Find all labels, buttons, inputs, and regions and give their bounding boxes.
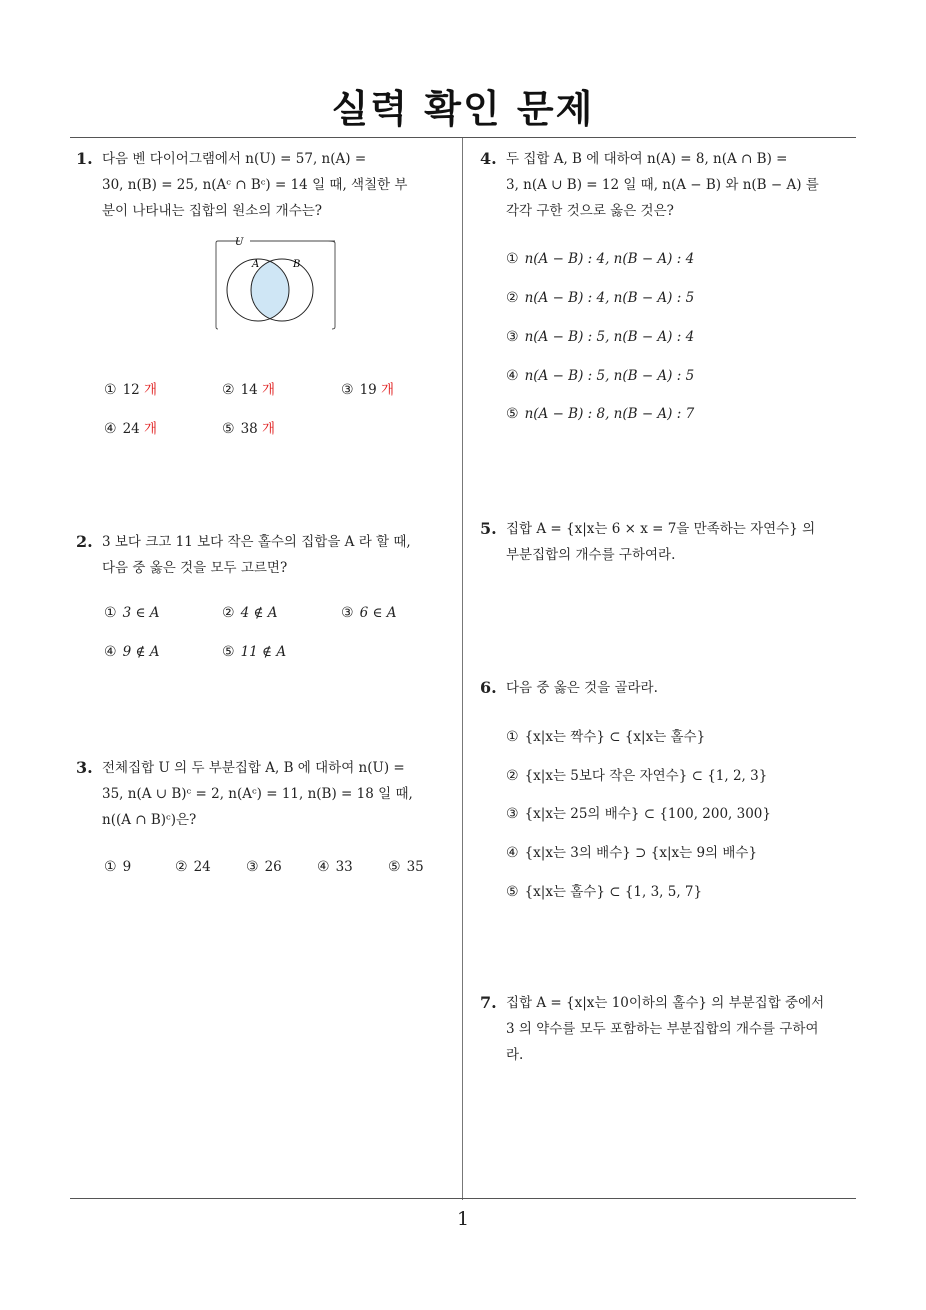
- q6-option-3[interactable]: ③ {x|x는 25의 배수} ⊂ {100, 200, 300}: [506, 806, 771, 822]
- q6-option-2[interactable]: ② {x|x는 5보다 작은 자연수} ⊂ {1, 2, 3}: [506, 768, 768, 784]
- page-title: 실력 확인 문제: [331, 87, 595, 131]
- q6-option-4[interactable]: ④ {x|x는 3의 배수} ⊃ {x|x는 9의 배수}: [506, 845, 758, 861]
- question-text-line: 다음 중 옳은 것을 모두 고르면?: [102, 560, 288, 576]
- question-number: 5.: [480, 519, 497, 538]
- q4-option-1[interactable]: ① n(A − B) : 4, n(B − A) : 4: [506, 251, 695, 267]
- question-1: [76, 146, 456, 224]
- question-text-line: 라.: [506, 1047, 524, 1063]
- venn-label-u: U: [235, 237, 244, 248]
- q4-option-3[interactable]: ③ n(A − B) : 5, n(B − A) : 4: [506, 329, 695, 345]
- question-text-line: 다음 중 옳은 것을 골라라.: [506, 680, 658, 696]
- q1-option-5[interactable]: ⑤ 38 개: [222, 421, 276, 437]
- q3-option-2[interactable]: ② 24: [175, 859, 211, 875]
- question-text-line: 각각 구한 것으로 옳은 것은?: [506, 203, 674, 219]
- page-number: 1: [456, 1208, 470, 1230]
- venn-label-a: A: [252, 259, 260, 270]
- question-number: 2.: [76, 532, 93, 551]
- question-text-line: 부분집합의 개수를 구하여라.: [506, 547, 676, 563]
- venn-label-b: B: [293, 259, 301, 270]
- question-4: [480, 146, 858, 224]
- question-number: 6.: [480, 678, 497, 697]
- q4-option-5[interactable]: ⑤ n(A − B) : 8, n(B − A) : 7: [506, 406, 695, 422]
- venn-diagram: [210, 232, 342, 336]
- question-3: [76, 755, 456, 833]
- question-5: [480, 516, 858, 568]
- question-number: 7.: [480, 993, 497, 1012]
- question-text-line: 분이 나타내는 집합의 원소의 개수는?: [102, 203, 323, 219]
- question-text-line: 두 집합 A, B 에 대하여 n(A) = 8, n(A ∩ B) =: [506, 151, 788, 167]
- question-2: [76, 529, 456, 581]
- q2-option-1[interactable]: ① 3 ∈ A: [104, 605, 160, 621]
- q3-option-5[interactable]: ⑤ 35: [388, 859, 424, 875]
- q4-option-4[interactable]: ④ n(A − B) : 5, n(B − A) : 5: [506, 368, 695, 384]
- question-text-line: 집합 A = {x|x는 10이하의 홀수} 의 부분집합 중에서: [506, 995, 825, 1011]
- footer-rule: [70, 1198, 856, 1199]
- q1-option-1[interactable]: ① 12 개: [104, 382, 158, 398]
- q1-option-2[interactable]: ② 14 개: [222, 382, 276, 398]
- question-text-line: 집합 A = {x|x는 6 × x = 7을 만족하는 자연수} 의: [506, 521, 816, 537]
- q3-option-3[interactable]: ③ 26: [246, 859, 282, 875]
- question-6: [480, 675, 858, 701]
- question-number: 3.: [76, 758, 93, 777]
- question-text-line: 3, n(A ∪ B) = 12 일 때, n(A − B) 와 n(B − A) 를: [506, 177, 819, 193]
- question-number: 4.: [480, 149, 497, 168]
- q6-option-5[interactable]: ⑤ {x|x는 홀수} ⊂ {1, 3, 5, 7}: [506, 884, 703, 900]
- q2-option-4[interactable]: ④ 9 ∉ A: [104, 644, 160, 660]
- column-divider: [462, 138, 463, 1200]
- question-text-line: 30, n(B) = 25, n(Aᶜ ∩ Bᶜ) = 14 일 때, 색칠한 부: [102, 177, 408, 193]
- q2-option-2[interactable]: ② 4 ∉ A: [222, 605, 278, 621]
- question-text-line: 전체집합 U 의 두 부분집합 A, B 에 대하여 n(U) =: [102, 760, 405, 776]
- q2-option-3[interactable]: ③ 6 ∈ A: [341, 605, 397, 621]
- q1-option-4[interactable]: ④ 24 개: [104, 421, 158, 437]
- question-text-line: n((A ∩ B)ᶜ)은?: [102, 812, 197, 828]
- question-text-line: 3 의 약수를 모두 포함하는 부분집합의 개수를 구하여: [506, 1021, 819, 1037]
- question-text-line: 다음 벤 다이어그램에서 n(U) = 57, n(A) =: [102, 151, 367, 167]
- q6-option-1[interactable]: ① {x|x는 짝수} ⊂ {x|x는 홀수}: [506, 729, 706, 745]
- header-rule: [70, 137, 856, 138]
- q1-option-3[interactable]: ③ 19 개: [341, 382, 395, 398]
- q3-option-1[interactable]: ① 9: [104, 859, 132, 875]
- question-text-line: 35, n(A ∪ B)ᶜ = 2, n(Aᶜ) = 11, n(B) = 18 일 때,: [102, 786, 413, 802]
- question-text-line: 3 보다 크고 11 보다 작은 홀수의 집합을 A 라 할 때,: [102, 534, 411, 550]
- question-7: [480, 990, 858, 1068]
- q2-option-5[interactable]: ⑤ 11 ∉ A: [222, 644, 287, 660]
- q3-option-4[interactable]: ④ 33: [317, 859, 353, 875]
- q4-option-2[interactable]: ② n(A − B) : 4, n(B − A) : 5: [506, 290, 695, 306]
- question-number: 1.: [76, 149, 93, 168]
